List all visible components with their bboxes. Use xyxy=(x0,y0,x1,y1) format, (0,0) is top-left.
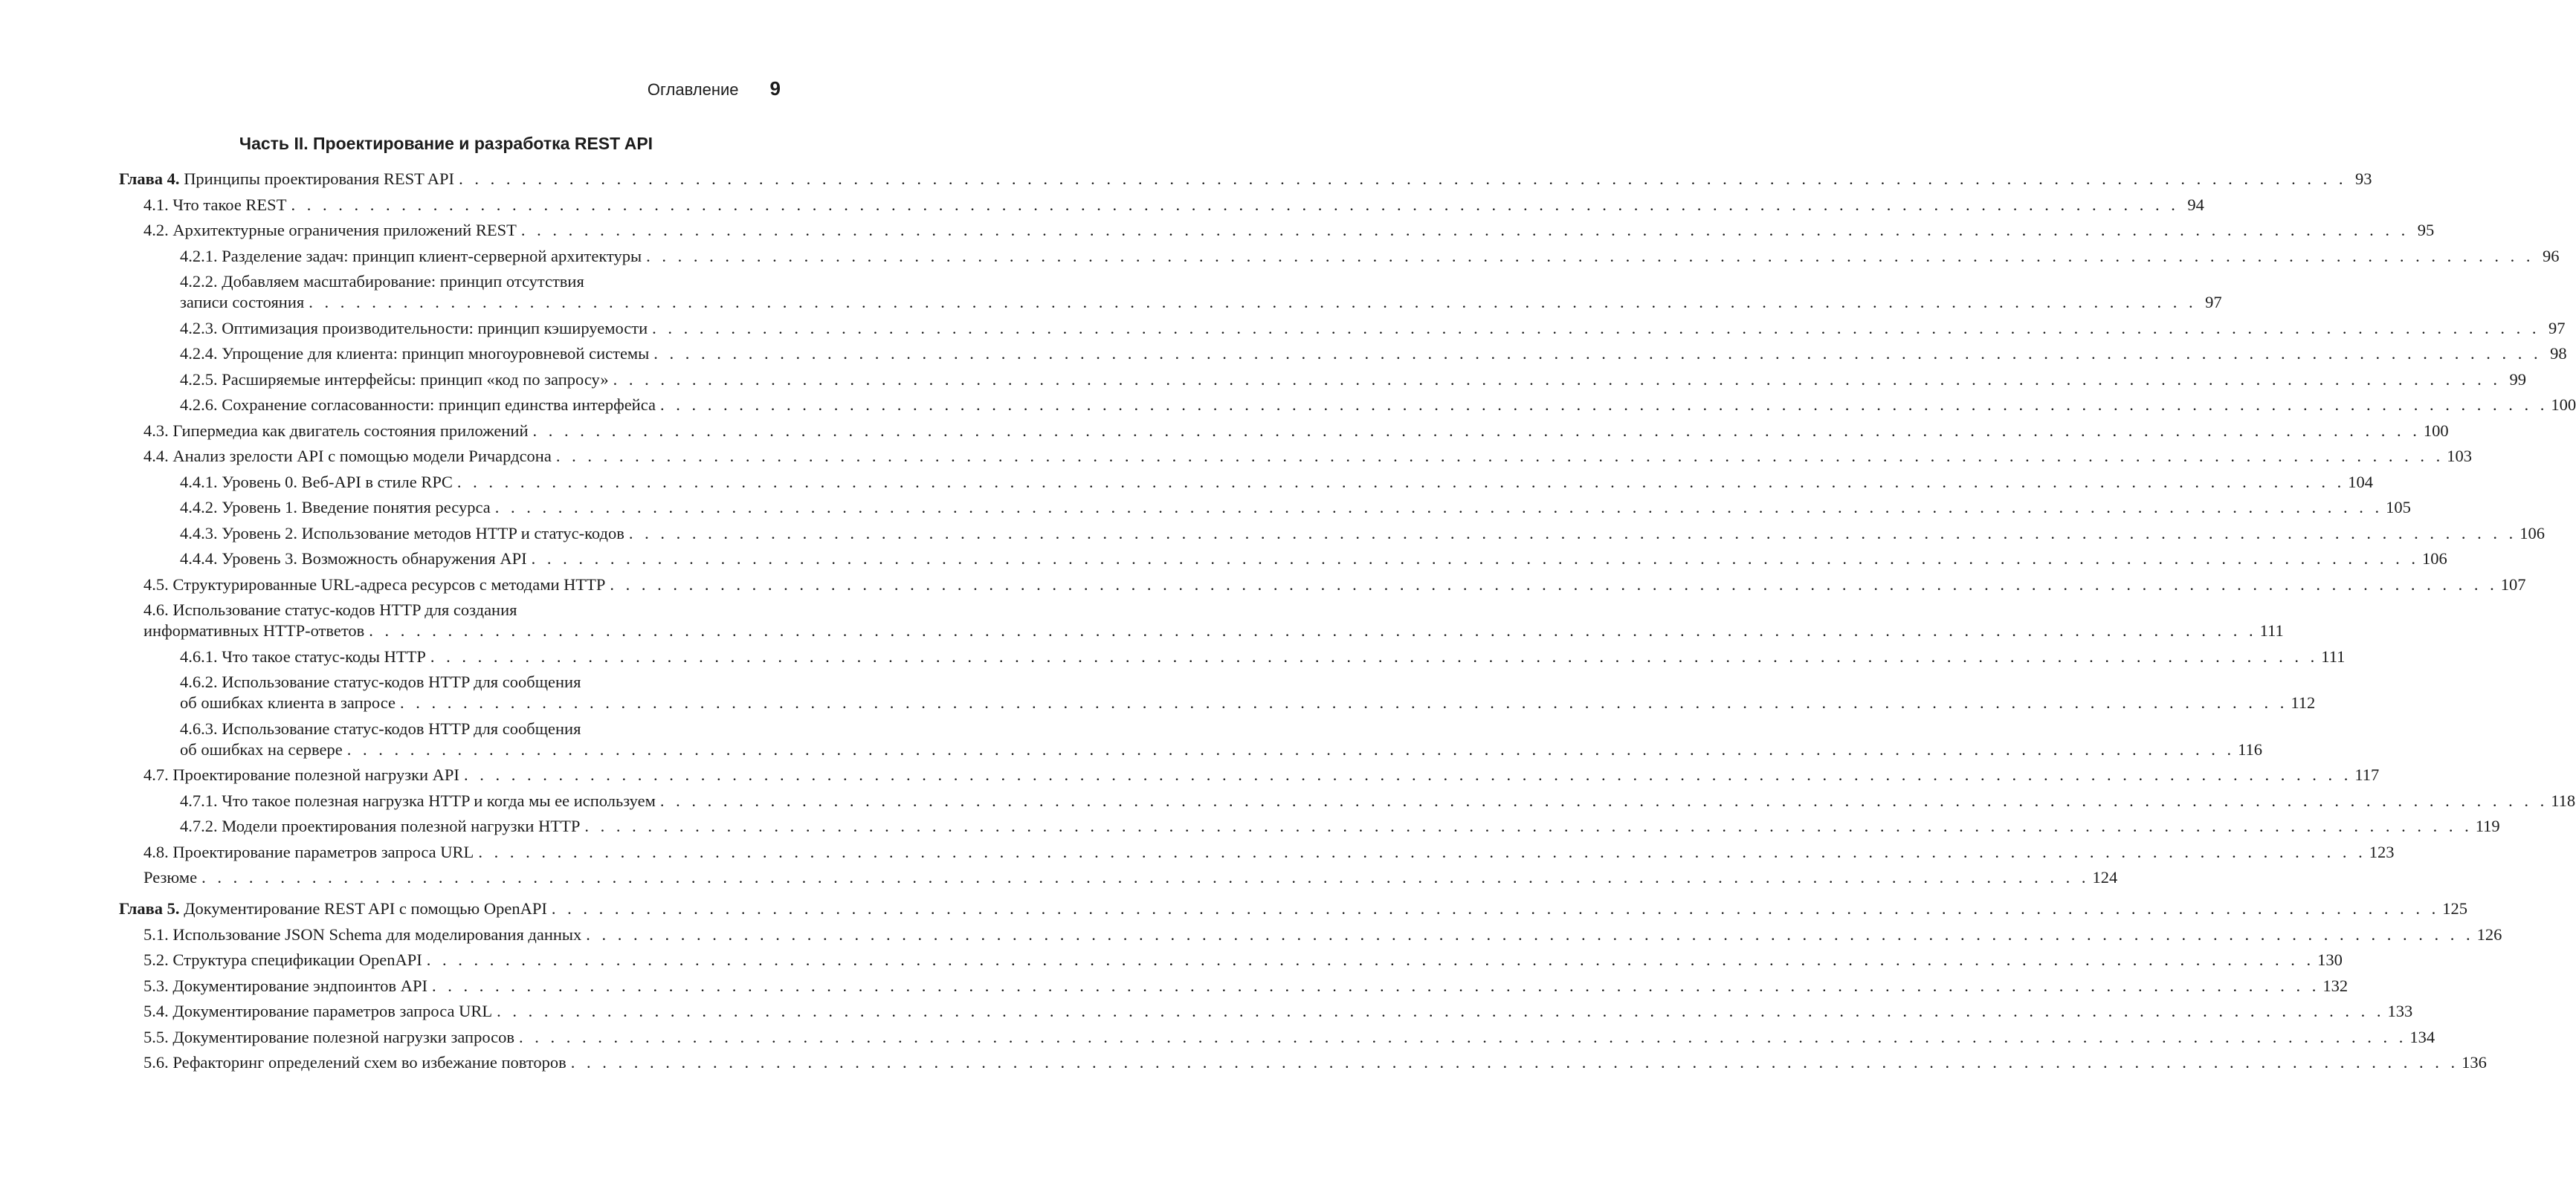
dot-leader: . . . . . . . . . . . . . . . . . . . . . . . . . . . . . . . . . . . . . . . . . . . . . . . . . . . . . . . . . . . . . . . . . . . . . . . . . . . . . . . . . . . . . . . . . . . . . . . . . . . . . . . . . . . . . . . . . . . . . . . . xyxy=(432,976,2320,995)
toc-entry[interactable] xyxy=(119,976,2349,997)
toc-entry-title: 4.4. Анализ зрелости API с помощью модели Ричардсона xyxy=(143,447,552,465)
toc-entry[interactable] xyxy=(119,1001,2413,1022)
toc-entry[interactable] xyxy=(119,195,2204,216)
dot-leader: . . . . . . . . . . . . . . . . . . . . . . . . . . . . . . . . . . . . . . . . . . . . . . . . . . . . . . . . . . . . . . . . . . . . . . . . . . . . . . . . . . . . . . . . . . . . . . . . . . . . . . . . . . . . . . . . . . . . . . . . xyxy=(555,447,2444,465)
toc-page-number: 130 xyxy=(2317,950,2343,969)
toc-page-number: 100 xyxy=(2551,395,2576,414)
dot-leader: . . . . . . . . . . . . . . . . . . . . . . . . . . . . . . . . . . . . . . . . . . . . . . . . . . . . . . . . . . . . . . . . . . . . . . . . . . . . . . . . . . . . . . . . . . . . . . . . . . . . . . . . . . . . . . . . . . . . . . . . xyxy=(531,549,2420,568)
toc-entry[interactable] xyxy=(119,369,2526,390)
toc-entry-title: Резюме xyxy=(143,868,198,887)
toc-chapter-entry[interactable] xyxy=(119,898,2467,919)
toc-entry-title: 5.6. Рефакторинг определений схем во избежание повторов xyxy=(143,1053,566,1072)
toc-entry[interactable] xyxy=(119,548,2447,569)
toc-page-number: 119 xyxy=(2475,817,2500,835)
toc-entry[interactable] xyxy=(119,343,2567,364)
toc-entry[interactable] xyxy=(119,1027,2435,1048)
toc-entry[interactable] xyxy=(119,791,2576,811)
toc-entry-title: 4.2.1. Разделение задач: принцип клиент-серверной архитектуры xyxy=(180,246,642,265)
toc-page-number: 104 xyxy=(2348,472,2374,491)
part-title: Часть II. Проектирование и разработка REST API xyxy=(239,134,653,153)
dot-leader: . . . . . . . . . . . . . . . . . . . . . . . . . . . . . . . . . . . . . . . . . . . . . . . . . . . . . . . . . . . . . . . . . . . . . . . . . . . . . . . . . . . . . . . . . . . . . . . . . . . . . . . . . . . . . . . . . . . . . . . . xyxy=(551,899,2440,918)
toc-entry-title: записи состояния xyxy=(180,293,305,311)
toc-page-number: 134 xyxy=(2409,1027,2435,1046)
toc-entry-title: 4.4.2. Уровень 1. Введение понятия ресурса xyxy=(180,498,491,516)
toc-page-number: 93 xyxy=(2354,169,2372,188)
toc-page-number: 132 xyxy=(2322,976,2349,995)
toc-page-number: 100 xyxy=(2423,421,2449,440)
running-header xyxy=(648,77,781,100)
toc-entry[interactable] xyxy=(119,220,2435,241)
toc-page-number: 106 xyxy=(2422,549,2447,568)
toc-entry-title: 4.2.4. Упрощение для клиента: принцип многоуровневой системы xyxy=(180,344,650,363)
toc-entry-title: 4.2. Архитектурные ограничения приложений REST xyxy=(143,221,517,239)
page-number: 9 xyxy=(769,77,781,100)
dot-leader: . . . . . . . . . . . . . . . . . . . . . . . . . . . . . . . . . . . . . . . . . . . . . . . . . . . . . . . . . . . . . . . . . . . . . . . . . . . . . . . . . . . . . . . . . . . . . . . . . . . . . . . . . . . . . . . . . . . . . . . . xyxy=(430,647,2319,666)
chapter-label: Глава 5. xyxy=(119,899,184,918)
toc-page-number: 133 xyxy=(2387,1002,2413,1020)
toc-entry-title-line1: 4.6.3. Использование статус-кодов HTTP для сообщения xyxy=(180,719,581,738)
toc-page-number: 116 xyxy=(2238,739,2263,759)
dot-leader: . . . . . . . . . . . . . . . . . . . . . . . . . . . . . . . . . . . . . . . . . . . . . . . . . . . . . . . . . . . . . . . . . . . . . . . . . . . . . . . . . . . . . . . . . . . . . . . . . . . . . . . . . . . . . . . . . . . . . . . . xyxy=(628,523,2517,542)
dot-leader: . . . . . . . . . . . . . . . . . . . . . . . . . . . . . . . . . . . . . . . . . . . . . . . . . . . . . . . . . . . . . . . . . . . . . . . . . . . . . . . . . . . . . . . . . . . . . . . . . . . . . . . . . . . . . . . . . . . . . . . . xyxy=(291,195,2179,214)
chapter-label: Глава 4. xyxy=(119,169,184,188)
toc-page-number: 103 xyxy=(2447,447,2472,465)
toc-entry-title: 4.3. Гипермедиа как двигатель состояния приложений xyxy=(143,421,529,440)
dot-leader: . . . . . . . . . . . . . . . . . . . . . . . . . . . . . . . . . . . . . . . . . . . . . . . . . . . . . . . . . . . . . . . . . . . . . . . . . . . . . . . . . . . . . . . . . . . . . . . . . . . . . . . . . . . . . . . . . . . . . . . . xyxy=(652,318,2540,337)
toc-chapter-entry[interactable] xyxy=(119,169,2372,189)
toc-entry[interactable] xyxy=(119,600,2284,641)
toc-page-number: 97 xyxy=(2548,318,2566,337)
toc-entry[interactable] xyxy=(119,523,2545,544)
toc-entry[interactable] xyxy=(119,318,2566,339)
toc-page-number: 111 xyxy=(2321,647,2346,666)
toc-entry[interactable] xyxy=(119,246,2560,267)
toc-entry[interactable] xyxy=(119,842,2395,863)
toc-entry-title: Глава 5. Документирование REST API с помощью OpenAPI xyxy=(119,899,547,918)
toc-entry[interactable] xyxy=(119,924,2502,945)
toc-entry-title: 4.4.1. Уровень 0. Веб-API в стиле RPC xyxy=(180,472,453,491)
dot-leader: . . . . . . . . . . . . . . . . . . . . . . . . . . . . . . . . . . . . . . . . . . . . . . . . . . . . . . . . . . . . . . . . . . . . . . . . . . . . . . . . . . . . . . . . . . . . . . . . . . . . . . . . . . . . . . . . . . . . . . . . xyxy=(456,472,2346,491)
toc-entry-title-line1: 4.6.2. Использование статус-кодов HTTP для сообщения xyxy=(180,673,581,691)
toc-entry[interactable] xyxy=(119,765,2380,785)
toc-entry-title: 4.7. Проектирование полезной нагрузки API xyxy=(143,765,459,784)
toc-entry-title: 5.3. Документирование эндпоинтов API xyxy=(143,976,427,995)
toc-page-number: 105 xyxy=(2386,498,2411,516)
dot-leader: . . . . . . . . . . . . . . . . . . . . . . . . . . . . . . . . . . . . . . . . . . . . . . . . . . . . . . . . . . . . . . . . . . . . . . . . . . . . . . . . . . . . . . . . . . . . . . . . . . . . . . . . . . . . . . . . . . . . . . . . xyxy=(463,765,2352,784)
toc-page-number: 117 xyxy=(2354,765,2380,784)
toc-entry-title: Глава 4. Принципы проектирования REST API xyxy=(119,169,455,188)
dot-leader: . . . . . . . . . . . . . . . . . . . . . . . . . . . . . . . . . . . . . . . . . . . . . . . . . . . . . . . . . . . . . . . . . . . . . . . . . . . . . . . . . . . . . . . . . . . . . . . . . . . . . . . . . . . . . . . . . . . . . . . . xyxy=(613,369,2501,389)
dot-leader: . . . . . . . . . . . . . . . . . . . . . . . . . . . . . . . . . . . . . . . . . . . . . . . . . . . . . . . . . . . . . . . . . . . . . . . . . . . . . . . . . . . . . . . . . . . . . . . . . . . . . . . . . . . . . . . . . . . . . . . . xyxy=(399,693,2288,712)
toc-page-number: 97 xyxy=(2205,293,2222,311)
toc-entry-title: об ошибках клиента в запросе xyxy=(180,693,396,712)
toc-entry[interactable] xyxy=(119,497,2411,518)
toc-entry[interactable] xyxy=(119,719,2263,760)
toc-entry[interactable] xyxy=(119,672,2316,713)
toc-entry-title: 5.5. Документирование полезной нагрузки запросов xyxy=(143,1027,514,1046)
dot-leader: . . . . . . . . . . . . . . . . . . . . . . . . . . . . . . . . . . . . . . . . . . . . . . . . . . . . . . . . . . . . . . . . . . . . . . . . . . . . . . . . . . . . . . . . . . . . . . . . . . . . . . . . . . . . . . . . . . . . . . . . xyxy=(659,395,2548,414)
dot-leader: . . . . . . . . . . . . . . . . . . . . . . . . . . . . . . . . . . . . . . . . . . . . . . . . . . . . . . . . . . . . . . . . . . . . . . . . . . . . . . . . . . . . . . . . . . . . . . . . . . . . . . . . . . . . . . . . . . . . . . . . xyxy=(520,221,2409,239)
dot-leader: . . . . . . . . . . . . . . . . . . . . . . . . . . . . . . . . . . . . . . . . . . . . . . . . . . . . . . . . . . . . . . . . . . . . . . . . . . . . . . . . . . . . . . . . . . . . . . . . . . . . . . . . . . . . . . . . . . . . . . . . xyxy=(653,344,2542,363)
toc-entry[interactable] xyxy=(119,395,2576,415)
dot-leader: . . . . . . . . . . . . . . . . . . . . . . . . . . . . . . . . . . . . . . . . . . . . . . . . . . . . . . . . . . . . . . . . . . . . . . . . . . . . . . . . . . . . . . . . . . . . . . . . . . . . . . . . . . . . . . . . . . . . . . . . xyxy=(610,574,2498,594)
toc-entry-title: 4.8. Проектирование параметров запроса URL xyxy=(143,842,474,861)
toc-page-number: 125 xyxy=(2442,899,2467,918)
toc-page-number: 112 xyxy=(2291,693,2316,712)
toc-entry-title: об ошибках на сервере xyxy=(180,739,343,759)
toc-entry-title: 5.2. Структура спецификации OpenAPI xyxy=(143,950,422,969)
toc-page-number: 126 xyxy=(2476,924,2502,944)
toc-entry[interactable] xyxy=(119,271,2222,313)
toc-entry[interactable] xyxy=(119,1052,2487,1073)
dot-leader: . . . . . . . . . . . . . . . . . . . . . . . . . . . . . . . . . . . . . . . . . . . . . . . . . . . . . . . . . . . . . . . . . . . . . . . . . . . . . . . . . . . . . . . . . . . . . . . . . . . . . . . . . . . . . . . . . . . . . . . . xyxy=(346,739,2236,759)
dot-leader: . . . . . . . . . . . . . . . . . . . . . . . . . . . . . . . . . . . . . . . . . . . . . . . . . . . . . . . . . . . . . . . . . . . . . . . . . . . . . . . . . . . . . . . . . . . . . . . . . . . . . . . . . . . . . . . . . . . . . . . . xyxy=(646,246,2534,265)
toc-page-number: 106 xyxy=(2519,523,2545,542)
dot-leader: . . . . . . . . . . . . . . . . . . . . . . . . . . . . . . . . . . . . . . . . . . . . . . . . . . . . . . . . . . . . . . . . . . . . . . . . . . . . . . . . . . . . . . . . . . . . . . . . . . . . . . . . . . . . . . . . . . . . . . . . xyxy=(570,1053,2459,1072)
dot-leader: . . . . . . . . . . . . . . . . . . . . . . . . . . . . . . . . . . . . . . . . . . . . . . . . . . . . . . . . . . . . . . . . . . . . . . . . . . . . . . . . . . . . . . . . . . . . . . . . . . . . . . . . . . . . . . . . . . . . . . . . xyxy=(584,817,2473,835)
toc-entry[interactable] xyxy=(119,446,2472,467)
dot-leader: . . . . . . . . . . . . . . . . . . . . . . . . . . . . . . . . . . . . . . . . . . . . . . . . . . . . . . . . . . . . . . . . . . . . . . . . . . . . . . . . . . . . . . . . . . . . . . . . . . . . . . . . . . . . . . . . . . . . . . . . xyxy=(459,169,2347,188)
toc-entry[interactable] xyxy=(119,472,2374,493)
header-section-title: Оглавление xyxy=(647,80,739,99)
toc-entry-title: 4.2.6. Сохранение согласованности: принцип единства интерфейса xyxy=(180,395,656,414)
toc-page-number: 123 xyxy=(2369,842,2395,861)
dot-leader: . . . . . . . . . . . . . . . . . . . . . . . . . . . . . . . . . . . . . . . . . . . . . . . . . . . . . . . . . . . . . . . . . . . . . . . . . . . . . . . . . . . . . . . . . . . . . . . . . . . . . . . . . . . . . . . . . . . . . . . . xyxy=(478,842,2366,861)
toc-page-number: 94 xyxy=(2187,195,2204,214)
toc-entry-title: 4.7.2. Модели проектирования полезной нагрузки HTTP xyxy=(180,817,581,835)
toc-entry-title: 4.2.5. Расширяемые интерфейсы: принцип «код по запросу» xyxy=(180,369,609,389)
toc-entry[interactable] xyxy=(119,950,2343,971)
toc-entry-title: 4.1. Что такое REST xyxy=(143,195,287,214)
toc-entry-title: 4.4.4. Уровень 3. Возможность обнаружения API xyxy=(180,549,527,568)
toc-page-number: 118 xyxy=(2551,791,2576,810)
toc-entry-title: 4.4.3. Уровень 2. Использование методов HTTP и статус-кодов xyxy=(180,523,624,542)
dot-leader: . . . . . . . . . . . . . . . . . . . . . . . . . . . . . . . . . . . . . . . . . . . . . . . . . . . . . . . . . . . . . . . . . . . . . . . . . . . . . . . . . . . . . . . . . . . . . . . . . . . . . . . . . . . . . . . . . . . . . . . . xyxy=(494,498,2383,516)
dot-leader: . . . . . . . . . . . . . . . . . . . . . . . . . . . . . . . . . . . . . . . . . . . . . . . . . . . . . . . . . . . . . . . . . . . . . . . . . . . . . . . . . . . . . . . . . . . . . . . . . . . . . . . . . . . . . . . . . . . . . . . . xyxy=(659,791,2548,810)
toc-page-number: 95 xyxy=(2417,221,2435,239)
dot-leader: . . . . . . . . . . . . . . . . . . . . . . . . . . . . . . . . . . . . . . . . . . . . . . . . . . . . . . . . . . . . . . . . . . . . . . . . . . . . . . . . . . . . . . . . . . . . . . . . . . . . . . . . . . . . . . . . . . . . . . . . xyxy=(201,868,2090,887)
dot-leader: . . . . . . . . . . . . . . . . . . . . . . . . . . . . . . . . . . . . . . . . . . . . . . . . . . . . . . . . . . . . . . . . . . . . . . . . . . . . . . . . . . . . . . . . . . . . . . . . . . . . . . . . . . . . . . . . . . . . . . . . xyxy=(497,1002,2385,1020)
toc-entry[interactable] xyxy=(119,816,2500,837)
toc-page-number: 136 xyxy=(2462,1053,2487,1072)
toc-page-number: 96 xyxy=(2543,246,2560,265)
toc-page-number: 98 xyxy=(2550,344,2567,363)
toc-entry-title: информативных HTTP-ответов xyxy=(143,621,365,640)
dot-leader: . . . . . . . . . . . . . . . . . . . . . . . . . . . . . . . . . . . . . . . . . . . . . . . . . . . . . . . . . . . . . . . . . . . . . . . . . . . . . . . . . . . . . . . . . . . . . . . . . . . . . . . . . . . . . . . . . . . . . . . . xyxy=(309,293,2197,311)
toc-entry-title: 4.2.3. Оптимизация производительности: принцип кэшируемости xyxy=(180,318,648,337)
toc-page-number: 99 xyxy=(2509,369,2526,389)
table-of-contents xyxy=(119,169,2576,1078)
toc-entry-title: 5.4. Документирование параметров запроса URL xyxy=(143,1002,493,1020)
toc-entry-title: 4.7.1. Что такое полезная нагрузка HTTP и когда мы ее используем xyxy=(180,791,656,810)
toc-entry-title: 5.1. Использование JSON Schema для моделирования данных xyxy=(143,924,582,944)
toc-entry[interactable] xyxy=(119,574,2526,595)
dot-leader: . . . . . . . . . . . . . . . . . . . . . . . . . . . . . . . . . . . . . . . . . . . . . . . . . . . . . . . . . . . . . . . . . . . . . . . . . . . . . . . . . . . . . . . . . . . . . . . . . . . . . . . . . . . . . . . . . . . . . . . . xyxy=(586,924,2474,944)
toc-entry-title: 4.6.1. Что такое статус-коды HTTP xyxy=(180,647,426,666)
dot-leader: . . . . . . . . . . . . . . . . . . . . . . . . . . . . . . . . . . . . . . . . . . . . . . . . . . . . . . . . . . . . . . . . . . . . . . . . . . . . . . . . . . . . . . . . . . . . . . . . . . . . . . . . . . . . . . . . . . . . . . . . xyxy=(532,421,2421,440)
dot-leader: . . . . . . . . . . . . . . . . . . . . . . . . . . . . . . . . . . . . . . . . . . . . . . . . . . . . . . . . . . . . . . . . . . . . . . . . . . . . . . . . . . . . . . . . . . . . . . . . . . . . . . . . . . . . . . . . . . . . . . . . xyxy=(369,621,2257,640)
toc-entry-title: 4.5. Структурированные URL-адреса ресурсов с методами HTTP xyxy=(143,574,606,594)
toc-page-number: 111 xyxy=(2259,621,2284,640)
toc-entry[interactable] xyxy=(119,867,2118,888)
toc-page-number: 107 xyxy=(2500,574,2526,594)
dot-leader: . . . . . . . . . . . . . . . . . . . . . . . . . . . . . . . . . . . . . . . . . . . . . . . . . . . . . . . . . . . . . . . . . . . . . . . . . . . . . . . . . . . . . . . . . . . . . . . . . . . . . . . . . . . . . . . . . . . . . . . . xyxy=(426,950,2315,969)
toc-page-number: 124 xyxy=(2092,868,2118,887)
toc-entry[interactable] xyxy=(119,421,2449,441)
dot-leader: . . . . . . . . . . . . . . . . . . . . . . . . . . . . . . . . . . . . . . . . . . . . . . . . . . . . . . . . . . . . . . . . . . . . . . . . . . . . . . . . . . . . . . . . . . . . . . . . . . . . . . . . . . . . . . . . . . . . . . . . xyxy=(519,1027,2407,1046)
toc-entry[interactable] xyxy=(119,647,2346,667)
toc-entry-title-line1: 4.2.2. Добавляем масштабирование: принцип отсутствия xyxy=(180,272,584,291)
toc-entry-title-line1: 4.6. Использование статус-кодов HTTP для создания xyxy=(143,600,517,619)
